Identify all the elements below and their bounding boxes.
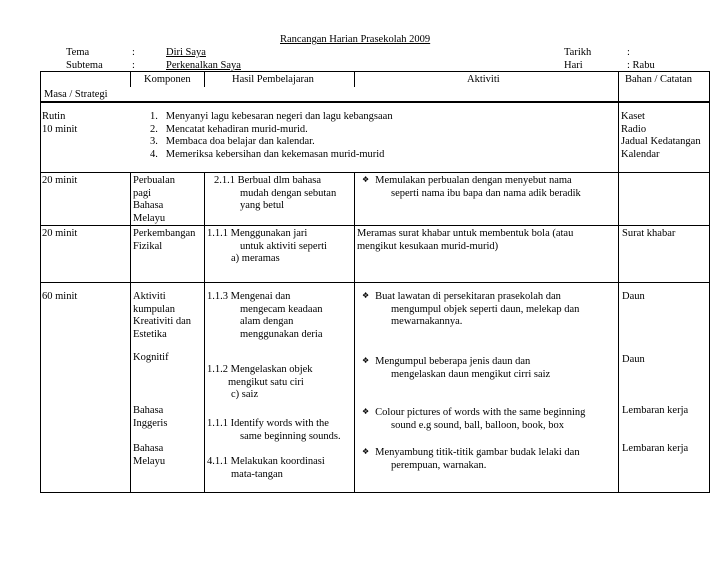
row4-bahan-d: Lembaran kerja (622, 443, 689, 454)
row4-hasil-c: 1.1.1 Identify words with the same beginning sounds. (207, 418, 341, 442)
hari-value: : Rabu (627, 60, 655, 71)
row4-bahan-c: Lembaran kerja (622, 405, 689, 416)
header-masa: Masa / Strategi (44, 89, 108, 100)
subtema-colon: : (132, 60, 135, 71)
row4-komponen-d: Bahasa Melayu (133, 443, 166, 467)
diamond-bullet-icon: ❖ (362, 291, 370, 300)
rutin-bahan: Kaset Radio Jadual Kedatangan Kalendar (621, 111, 701, 160)
tema-colon: : (132, 47, 135, 58)
row4-aktiviti-d: ❖ Menyambung titik-titik gambar budak lelaki dan perempuan, warnakan. (362, 447, 580, 471)
subtema-label: Subtema (66, 60, 103, 71)
diamond-bullet-icon: ❖ (362, 356, 370, 365)
row2-masa: 20 minit (42, 175, 78, 186)
header-komponen: Komponen (144, 74, 191, 85)
list-item: 2. Mencatat kehadiran murid-murid. (150, 123, 308, 135)
row4-hasil-a: 1.1.3 Mengenai dan mengecam keadaan alam dengan menggunakan deria (207, 291, 323, 340)
hari-label: Hari (564, 60, 583, 71)
list-item: 4. Memeriksa kebersihan dan kekemasan murid-murid (150, 148, 385, 160)
row4-aktiviti-a: ❖ Buat lawatan di persekitaran prasekolah dan mengumpul objek seperti daun, melekap dan mewarnakannya. (362, 291, 580, 327)
row4-masa: 60 minit (42, 291, 78, 302)
row4-komponen-a: Aktiviti kumpulan Kreativiti dan Estetika (133, 291, 192, 340)
tema-value: Diri Saya (166, 47, 206, 58)
row4-bahan-b: Daun (622, 354, 645, 365)
list-item: 3. Membaca doa belajar dan kalendar. (150, 136, 315, 147)
header-hasil: Hasil Pembelajaran (232, 74, 314, 85)
diamond-bullet-icon: ❖ (362, 407, 370, 416)
row3-bahan: Surat khabar (622, 228, 676, 239)
subtema-value: Perkenalkan Saya (166, 60, 241, 71)
row3-hasil: 1.1.1 Menggunakan jari untuk aktiviti seperti a) meramas (207, 228, 327, 264)
row3-komponen: Perkembangan Fizikal (133, 228, 196, 252)
row3-masa: 20 minit (42, 228, 78, 239)
page-title: Rancangan Harian Prasekolah 2009 (280, 34, 431, 45)
row4-aktiviti-b: ❖ Mengumpul beberapa jenis daun dan mengelaskan daun mengikut cirri saiz (362, 356, 551, 380)
row2-hasil: 2.1.1 Berbual dlm bahasa mudah dengan sebutan yang betul (214, 175, 337, 211)
row2-komponen: Perbualan pagi Bahasa Melayu (133, 175, 175, 224)
row4-hasil-d: 4.1.1 Melakukan koordinasi mata-tangan (207, 456, 325, 480)
tema-label: Tema (66, 47, 90, 58)
row4-komponen-c: Bahasa Inggeris (133, 405, 168, 429)
row3-aktiviti: Meramas surat khabar untuk membentuk bola (atau mengikut kesukaan murid-murid) (357, 228, 574, 252)
list-item: 1. Menyanyi lagu kebesaran negeri dan lagu kebangsaan (150, 111, 393, 122)
tarikh-value: : (627, 47, 630, 58)
header-aktiviti: Aktiviti (467, 74, 500, 85)
row2-aktiviti: ❖ Memulakan perbualan dengan menyebut nama seperti nama ibu bapa dan nama adik beradik (362, 175, 581, 199)
header-bahan: Bahan / Catatan (625, 74, 693, 85)
rutin-masa: Rutin 10 minit (42, 111, 78, 135)
diamond-bullet-icon: ❖ (362, 175, 370, 184)
diamond-bullet-icon: ❖ (362, 447, 370, 456)
row4-hasil-b: 1.1.2 Mengelaskan objek mengikut satu ciri c) saiz (207, 364, 313, 400)
row4-komponen-b: Kognitif (133, 352, 169, 363)
row4-bahan-a: Daun (622, 291, 645, 302)
tarikh-label: Tarikh (564, 47, 592, 58)
row4-aktiviti-c: ❖ Colour pictures of words with the same beginning sound e.g sound, ball, balloon, book, box (362, 407, 586, 431)
rutin-list (150, 111, 393, 161)
